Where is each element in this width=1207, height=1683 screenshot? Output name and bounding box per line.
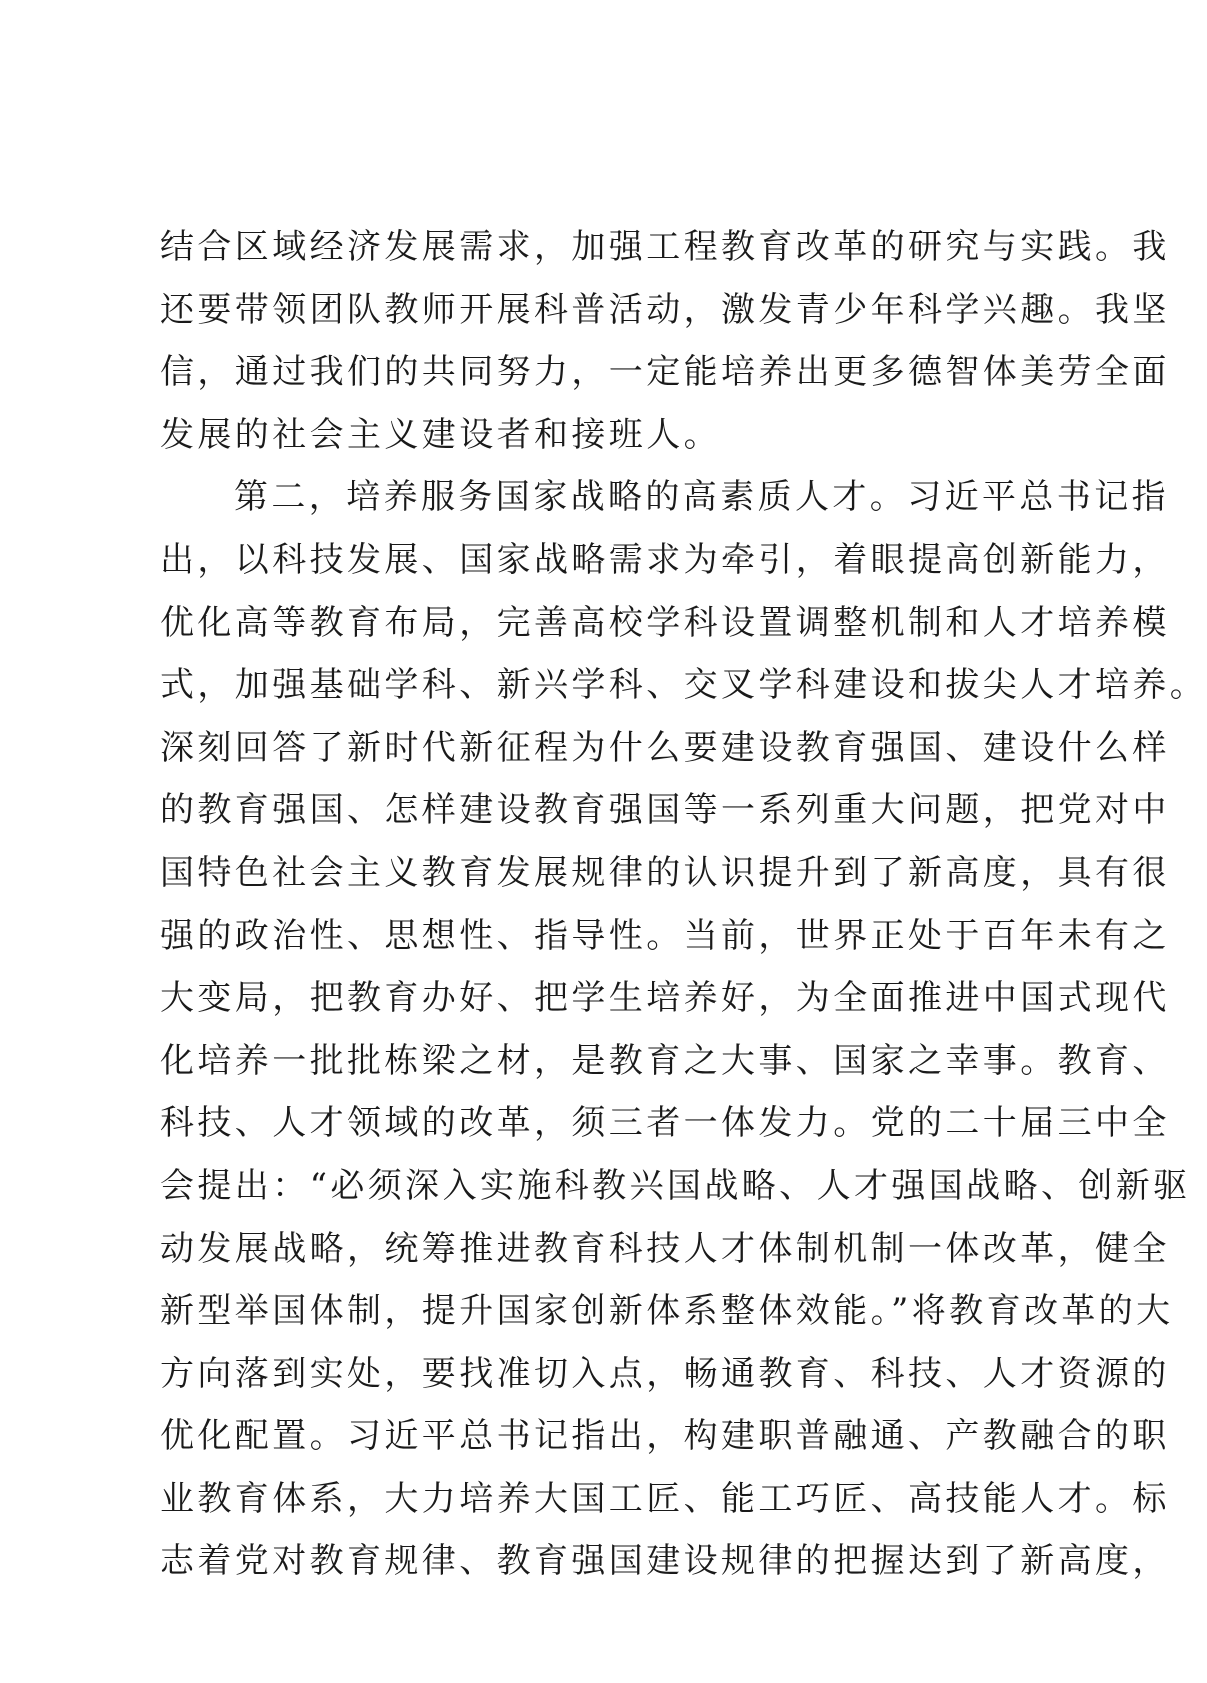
text-line: 还要带领团队教师开展科普活动，激发青少年科学兴趣。我坚 <box>160 289 1170 330</box>
text-line: 强的政治性、思想性、指导性。当前，世界正处于百年未有之 <box>160 915 1170 956</box>
text-line: 优化配置。习近平总书记指出，构建职普融通、产教融合的职 <box>160 1416 1170 1457</box>
text-line: 大变局，把教育办好、把学生培养好，为全面推进中国式现代 <box>160 978 1170 1019</box>
text-line: 方向落到实处，要找准切入点，畅通教育、科技、人才资源的 <box>160 1353 1170 1394</box>
body-text <box>160 216 1207 1593</box>
text-line: 志着党对教育规律、教育强国建设规律的把握达到了新高度， <box>160 1541 1170 1582</box>
text-line: 的教育强国、怎样建设教育强国等一系列重大问题，把党对中 <box>160 790 1170 831</box>
text-line: 化培养一批批栋梁之材，是教育之大事、国家之幸事。教育、 <box>160 1040 1170 1081</box>
paragraph-start-line: 第二，培养服务国家战略的高素质人才。习近平总书记指 <box>234 477 1169 518</box>
text-line: 优化高等教育布局，完善高校学科设置调整机制和人才培养模 <box>160 602 1170 643</box>
text-line: 式，加强基础学科、新兴学科、交叉学科建设和拔尖人才培养。 <box>160 665 1207 706</box>
text-line: 结合区域经济发展需求，加强工程教育改革的研究与实践。我 <box>160 227 1170 267</box>
text-line: 动发展战略，统筹推进教育科技人才体制机制一体改革，健全 <box>160 1228 1170 1269</box>
text-line: 国特色社会主义教育发展规律的认识提升到了新高度，具有很 <box>160 852 1170 893</box>
text-line: 出，以科技发展、国家战略需求为牵引，着眼提高创新能力， <box>160 539 1170 580</box>
text-line: 业教育体系，大力培养大国工匠、能工巧匠、高技能人才。标 <box>160 1478 1170 1519</box>
text-line: 科技、人才领域的改革，须三者一体发力。党的二十届三中全 <box>160 1103 1170 1144</box>
text-line: 发展的社会主义建设者和接班人。 <box>160 414 721 455</box>
text-line: 新型举国体制，提升国家创新体系整体效能。”将教育改革的大 <box>160 1291 1174 1332</box>
text-line: 会提出：“必须深入实施科教兴国战略、人才强国战略、创新驱 <box>160 1165 1191 1206</box>
text-line: 深刻回答了新时代新征程为什么要建设教育强国、建设什么样 <box>160 727 1170 768</box>
text-line: 信，通过我们的共同努力，一定能培养出更多德智体美劳全面 <box>160 352 1170 393</box>
